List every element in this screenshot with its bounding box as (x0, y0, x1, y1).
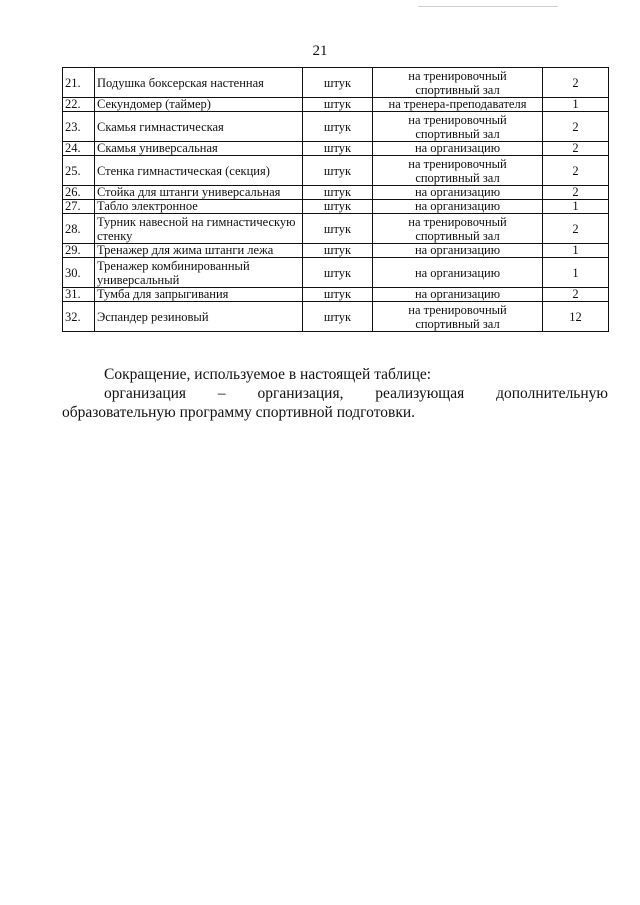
table-row (63, 244, 609, 258)
item-name-cell: Подушка боксерская настенная (95, 68, 303, 98)
unit-cell: штук (303, 288, 373, 302)
quantity-cell: 12 (543, 302, 609, 332)
unit-cell: штук (303, 142, 373, 156)
item-name-cell: Тумба для запрыгивания (95, 288, 303, 302)
unit-cell: штук (303, 186, 373, 200)
abbreviation-heading: Сокращение, используемое в настоящей таблице: (104, 366, 432, 383)
quantity-cell: 2 (543, 156, 609, 186)
table-row (63, 302, 609, 332)
destination-cell: на тренировочный спортивный зал (373, 68, 543, 98)
row-number-cell: 25. (63, 156, 95, 186)
table-row (63, 112, 609, 142)
item-name-cell: Тренажер для жима штанги лежа (95, 244, 303, 258)
unit-cell: штук (303, 302, 373, 332)
quantity-cell: 2 (543, 112, 609, 142)
unit-cell: штук (303, 156, 373, 186)
row-number-cell: 26. (63, 186, 95, 200)
destination-cell: на организацию (373, 288, 543, 302)
destination-cell: на тренировочный спортивный зал (373, 214, 543, 244)
table-row (63, 258, 609, 288)
row-number-cell: 29. (63, 244, 95, 258)
destination-cell: на тренировочный спортивный зал (373, 302, 543, 332)
item-name-cell: Секундомер (таймер) (95, 98, 303, 112)
row-number-cell: 30. (63, 258, 95, 288)
row-number-cell: 24. (63, 142, 95, 156)
unit-cell: штук (303, 68, 373, 98)
item-name-cell: Тренажер комбинированный универсальный (95, 258, 303, 288)
scan-edge-line (418, 6, 558, 7)
table-row (63, 68, 609, 98)
destination-cell: на организацию (373, 244, 543, 258)
destination-cell: на тренера-преподавателя (373, 98, 543, 112)
destination-cell: на организацию (373, 200, 543, 214)
equipment-table-body (63, 68, 609, 332)
unit-cell: штук (303, 244, 373, 258)
destination-cell: на тренировочный спортивный зал (373, 156, 543, 186)
table-row (63, 98, 609, 112)
unit-cell: штук (303, 258, 373, 288)
destination-cell: на организацию (373, 142, 543, 156)
row-number-cell: 28. (63, 214, 95, 244)
table-row (63, 214, 609, 244)
table-row (63, 186, 609, 200)
item-name-cell: Скамья гимнастическая (95, 112, 303, 142)
quantity-cell: 2 (543, 288, 609, 302)
unit-cell: штук (303, 200, 373, 214)
abbreviation-definition: организация – организация, реализующая дополнительную образовательную программу спортивной подготовки. (62, 385, 608, 421)
destination-cell: на тренировочный спортивный зал (373, 112, 543, 142)
item-name-cell: Турник навесной на гимнастическую стенку (95, 214, 303, 244)
quantity-cell: 1 (543, 244, 609, 258)
row-number-cell: 23. (63, 112, 95, 142)
item-name-cell: Скамья универсальная (95, 142, 303, 156)
quantity-cell: 2 (543, 186, 609, 200)
row-number-cell: 32. (63, 302, 95, 332)
item-name-cell: Табло электронное (95, 200, 303, 214)
quantity-cell: 1 (543, 98, 609, 112)
page-number: 21 (312, 43, 328, 59)
quantity-cell: 2 (543, 214, 609, 244)
row-number-cell: 21. (63, 68, 95, 98)
row-number-cell: 27. (63, 200, 95, 214)
item-name-cell: Стойка для штанги универсальная (95, 186, 303, 200)
equipment-table (62, 67, 609, 332)
quantity-cell: 2 (543, 142, 609, 156)
row-number-cell: 22. (63, 98, 95, 112)
unit-cell: штук (303, 98, 373, 112)
destination-cell: на организацию (373, 258, 543, 288)
table-row (63, 156, 609, 186)
table-row (63, 288, 609, 302)
row-number-cell: 31. (63, 288, 95, 302)
quantity-cell: 1 (543, 258, 609, 288)
destination-cell: на организацию (373, 186, 543, 200)
quantity-cell: 1 (543, 200, 609, 214)
table-row (63, 142, 609, 156)
unit-cell: штук (303, 112, 373, 142)
item-name-cell: Стенка гимнастическая (секция) (95, 156, 303, 186)
item-name-cell: Эспандер резиновый (95, 302, 303, 332)
table-row (63, 200, 609, 214)
quantity-cell: 2 (543, 68, 609, 98)
unit-cell: штук (303, 214, 373, 244)
